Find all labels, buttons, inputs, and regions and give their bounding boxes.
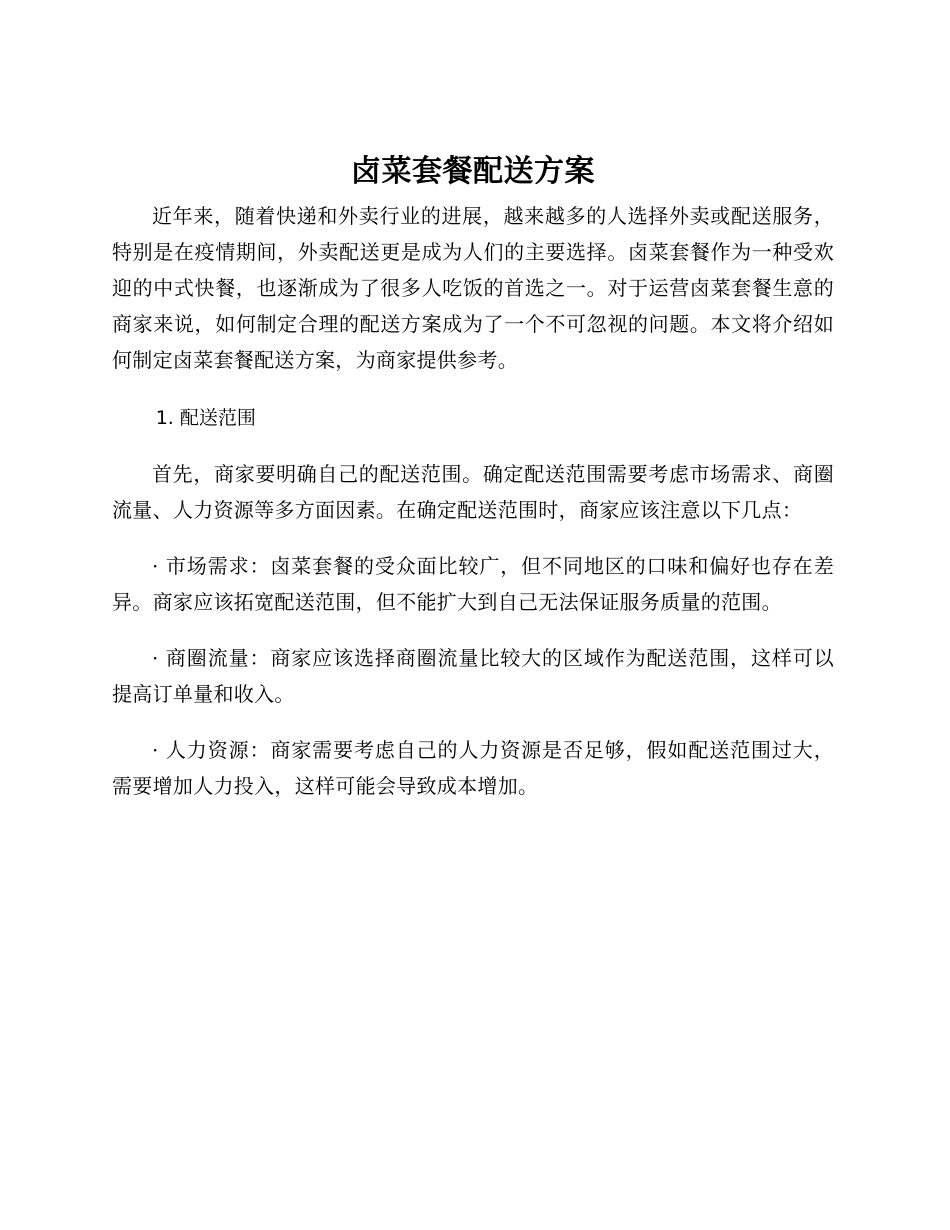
- bullet-human-resources: · 人力资源：商家需要考虑自己的人力资源是否足够，假如配送范围过大，需要增加人力投入，这样可能会导致成本增加。: [112, 738, 834, 798]
- bullet-market-demand: · 市场需求：卤菜套餐的受众面比较广，但不同地区的口味和偏好也存在差异。商家应该拓宽配送范围，但不能扩大到自己无法保证服务质量的范围。: [112, 554, 834, 614]
- document-page: [112, 150, 834, 804]
- bullet-business-traffic: · 商圈流量：商家应该选择商圈流量比较大的区域作为配送范围，这样可以提高订单量和收入。: [112, 646, 834, 706]
- intro-paragraph: 近年来，随着快递和外卖行业的进展，越来越多的人选择外卖或配送服务，特别是在疫情期间，外卖配送更是成为人们的主要选择。卤菜套餐作为一种受欢迎的中式快餐，也逐渐成为了很多人吃饭的首选之一。对于运营卤菜套餐生意的商家来说，如何制定合理的配送方案成为了一个不可忽视的问题。本文将介绍如何制定卤菜套餐配送方案，为商家提供参考。: [112, 204, 834, 372]
- document-title: 卤菜套餐配送方案: [351, 154, 595, 189]
- section-paragraph: 首先，商家要明确自己的配送范围。确定配送范围需要考虑市场需求、商圈流量、人力资源等多方面因素。在确定配送范围时，商家应该注意以下几点：: [112, 462, 834, 522]
- section-heading-delivery-range: 1. 配送范围: [155, 407, 256, 429]
